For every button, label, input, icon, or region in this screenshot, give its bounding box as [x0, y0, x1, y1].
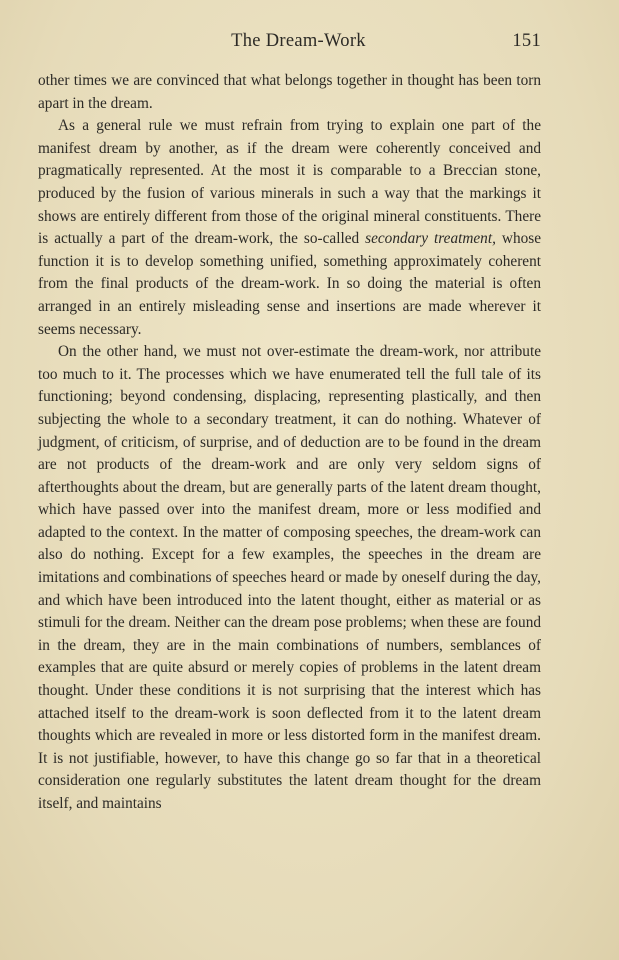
paragraph-2 — [38, 115, 541, 341]
paragraph-1: other times we are convinced that what belongs together in thought has been torn apart in the dream. — [38, 72, 541, 112]
body-text — [38, 70, 541, 816]
running-title: The Dream-Work — [231, 31, 366, 51]
page-header — [38, 31, 541, 59]
paragraph-2-part-1: As a general rule we must refrain from trying to explain one part of the manifest dream by another, as if the dream were coherently conceived and pragmatically represented. At the most it is comparable to a Breccian stone, produced by the fusion of various minerals in such a way that the markings it shows are entirely different from those of the original mineral constituents. There is actually a part of the dream-work, the so-called — [38, 117, 541, 248]
page-number: 151 — [512, 31, 541, 51]
paragraph-2-part-2: whose function it is to develop something unified, something approximately coherent from the final products of the dream-work. In so doing the material is often arranged in an entirely misleading sense and insertions are made wherever it seems necessary. — [38, 230, 541, 338]
emphasis-secondary-treatment: secondary treatment, — [365, 230, 496, 248]
paragraph-3: On the other hand, we must not over-estimate the dream-work, nor attribute too much to it. The processes which we have enumerated tell the full tale of its functioning; beyond condensing, displacing, representing plastically, and then subjecting the whole to a secondary treatment, it can do nothing. Whatever of judgment, of criticism, of surprise, and of deduction are to be found in the dream are not products of the dream-work and are only very seldom signs of afterthoughts about the dream, but are generally parts of the latent dream thought, which have passed over into the manifest dream, more or less modified and adapted to the context. In the matter of composing speeches, the dream-work can also do nothing. Except for a few examples, the speeches in the dream are imitations and combinations of speeches heard or made by oneself during the day, and which have been introduced into the latent thought, either as material or as stimuli for the dream. Neither can the dream pose problems; when these are found in the dream, they are in the main combinations of numbers, semblances of examples that are quite absurd or merely copies of problems in the latent dream thought. Under these conditions it is not surprising that the interest which has attached itself to the dream-work is soon deflected from it to the latent dream thoughts which are revealed in more or less distorted form in the manifest dream. It is not justifiable, however, to have this change go so far that in a theoretical consideration one regularly substitutes the latent dream thought for the dream itself, and maintains — [38, 343, 541, 812]
